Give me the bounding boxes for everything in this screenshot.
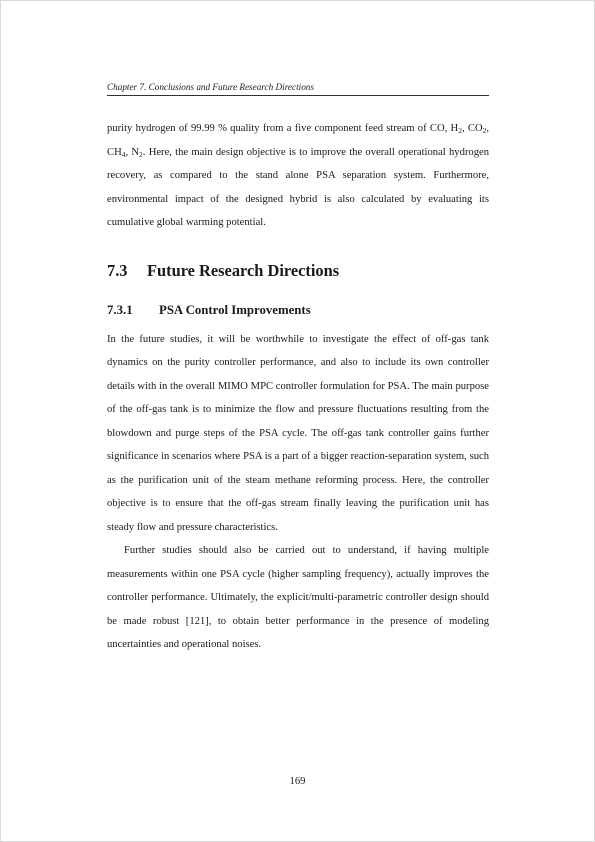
running-header: Chapter 7. Conclusions and Future Research Directions xyxy=(107,82,314,92)
subscript-ch4: 4 xyxy=(121,149,126,159)
intro-text-4: , N xyxy=(125,146,140,158)
page-number: 169 xyxy=(289,776,306,787)
section-title: Future Research Directions xyxy=(147,260,340,280)
page-content xyxy=(107,117,489,657)
intro-text-5: . Here, the main design objective is to improve the overall operational hydrogen recovery, as compared to the stand alone PSA separation system. Furthermore, environmental impact of the designed hybrid is also calculated by evaluating its cumulative global warming potential. xyxy=(107,146,489,228)
header-rule xyxy=(107,95,489,96)
intro-text-3: , CH xyxy=(107,123,489,158)
subscript-h2: 2 xyxy=(458,126,462,135)
body-paragraph: In the future studies, it will be worthwhile to investigate the effect of off-gas tank dynamics on the purity controller performance, and also to include its own controller details with in the overall MIMO MPC controller formulation for PSA. The main purpose of the off-gas tank is to minimize the flow and pressure fluctuations resulting from the blowdown and purge steps of the PSA cycle. The off-gas tank controller gains further significance in scenarios where PSA is a part of a bigger reaction-separation system, such as the purification unit of the steam methane reforming process. Here, the controller objective is to ensure that the off-gas stream finally leaving the purification unit has steady flow and pressure characteristics. xyxy=(107,333,489,533)
intro-paragraph xyxy=(107,117,489,235)
section-heading xyxy=(107,261,489,281)
subscript-n2: 2 xyxy=(139,149,143,159)
section-number: 7.3 xyxy=(107,260,128,280)
subscript-co2: 2 xyxy=(482,126,487,135)
subsection-title: PSA Control Improvements xyxy=(159,302,311,317)
intro-text-1: purity hydrogen of 99.99 % quality from a five component feed stream of CO, H xyxy=(107,123,459,134)
subsection-heading xyxy=(107,302,489,318)
subsection-number: 7.3.1 xyxy=(107,302,133,317)
intro-text-2: , CO xyxy=(461,123,483,134)
body-paragraph: Further studies should also be carried out to understand, if having multiple measurements within one PSA cycle (higher sampling frequency), actually improves the controller performance. Ultimately, the explicit/multi-parametric controller design should be made robust [121], to obtain better performance in the presence of modeling uncertainties and operational noises. xyxy=(107,545,489,650)
